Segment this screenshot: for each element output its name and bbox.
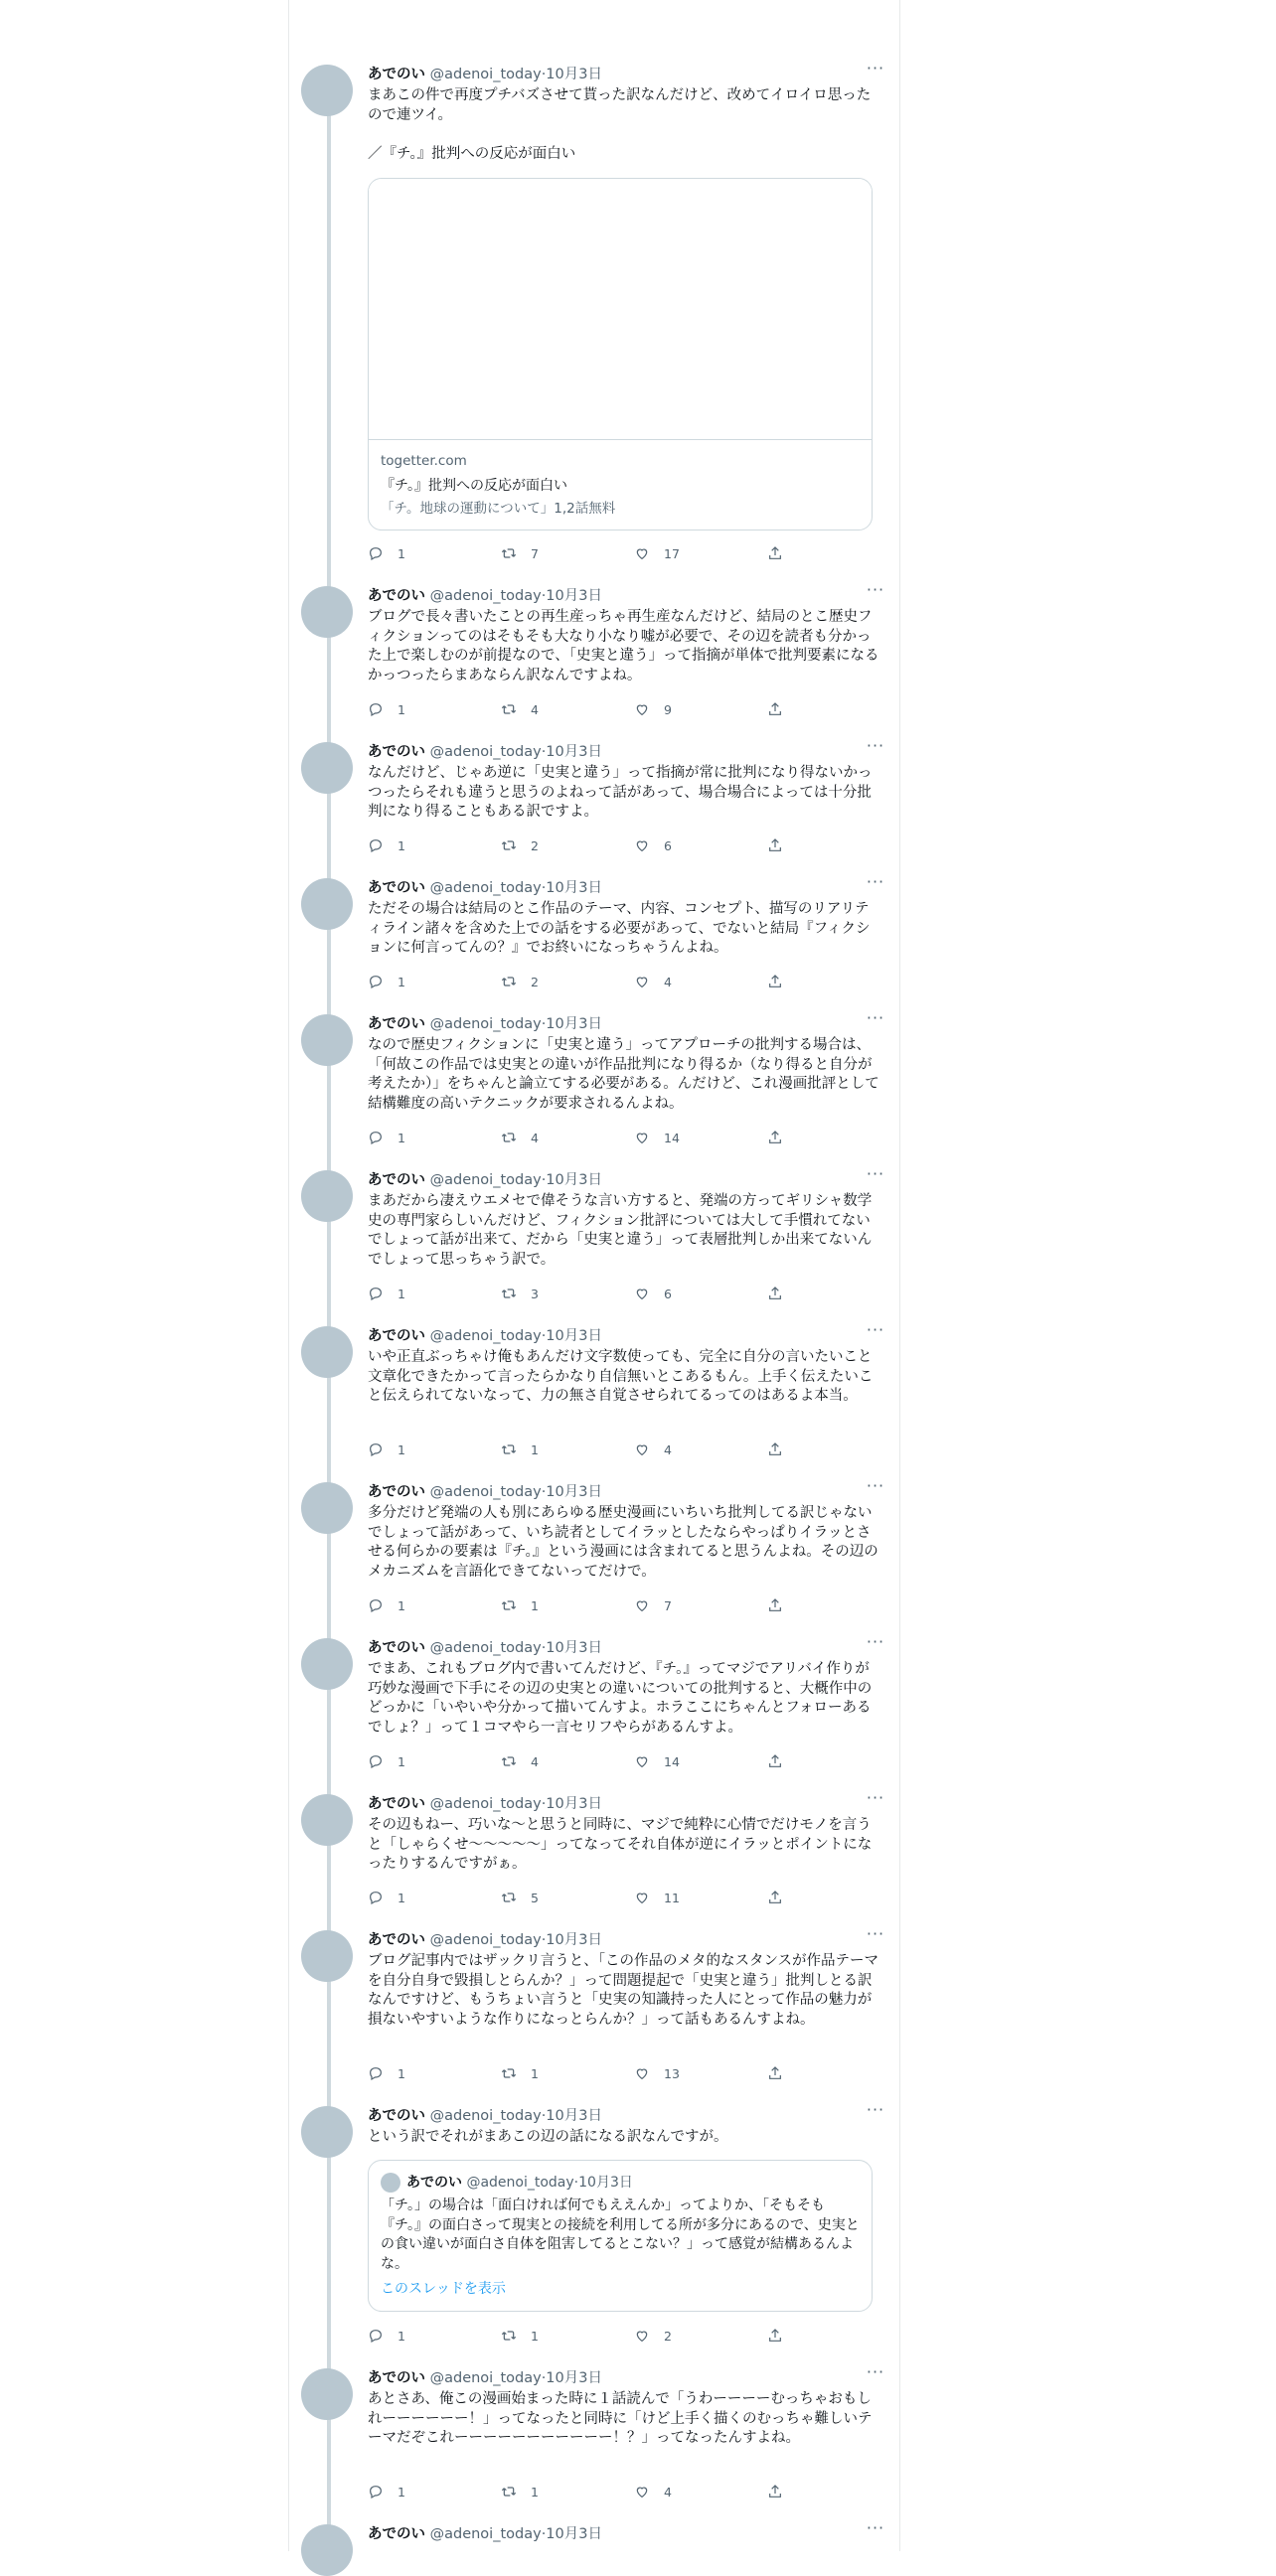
tweet-text: まあこの件で再度プチバズさせて貰った訳なんだけど、改めてイロイロ思ったので連ツイ。 ／『チ。』批判への反応が面白い: [368, 87, 872, 162]
quoted-tweet[interactable]: [368, 2160, 873, 2312]
tweet[interactable]: [301, 2518, 887, 2551]
tweet-text: ブログ記事内ではザックリ言うと、「この作品のメタ的なスタンスが作品テーマを自分自身で毀損しとらんか？」って問題提起で「史実と違う」批判しとる訳なんですけど、もうちょい言うと「史実の知識持った人にとって作品の魅力が損ないやすいような作りになっとらんか？」って話もあるんすよね。: [368, 1953, 879, 2028]
share-button[interactable]: [767, 2482, 797, 2501]
like-button[interactable]: [634, 543, 680, 563]
tweet-actions: [368, 1440, 795, 1459]
author-name[interactable]: あでのい: [368, 880, 425, 896]
author-name[interactable]: あでのい: [368, 588, 425, 604]
tweet-text: ただその場合は結局のとこ作品のテーマ、内容、コンセプト、描写のリアリティライン諸々を含めた上での話をする必要があって、でないと結局『フィクションに何言ってんの？』でお終いになっちゃうんよね。: [368, 901, 871, 956]
tweet-date[interactable]: 10月3日: [546, 1328, 602, 1344]
tweet-text: なので歴史フィクションに「史実と違う」ってアプローチの批判する場合は、「何故この作品では史実との違いが作品批判になり得るか（なり得ると自分が考えたか）」をちゃんと論立てする必要がある。んだけど、これ漫画批評として結構難度の高いテクニックが要求されるんよね。: [368, 1037, 879, 1112]
heart-icon: [634, 701, 650, 717]
tweet[interactable]: [301, 2100, 887, 2345]
retweet-icon: [501, 1597, 517, 1613]
retweet-icon: [501, 545, 517, 561]
share-icon: [767, 837, 783, 853]
tweet-header: あでのい @adenoi_today·10月3日: [368, 1796, 602, 1812]
reply-icon: [368, 1597, 384, 1613]
like-button[interactable]: [634, 972, 672, 991]
reply-button[interactable]: [368, 1888, 405, 1907]
quoted-author-handle: @adenoi_today: [466, 2175, 574, 2191]
tweet-actions: [368, 1888, 795, 1907]
reply-icon: [368, 545, 384, 561]
tweet-header: あでのい @adenoi_today·10月3日: [368, 1932, 602, 1948]
retweet-count: 4: [531, 701, 539, 717]
retweet-button[interactable]: [501, 699, 539, 719]
reply-icon: [368, 2328, 384, 2344]
quoted-author-name: あでのい: [406, 2175, 462, 2191]
reply-button[interactable]: [368, 1751, 405, 1771]
share-icon: [767, 2484, 783, 2500]
reply-button[interactable]: [368, 1440, 405, 1459]
like-button[interactable]: [634, 2063, 680, 2083]
share-button[interactable]: [767, 1595, 797, 1615]
avatar[interactable]: [301, 586, 353, 638]
retweet-icon: [501, 1753, 517, 1769]
tweet-date[interactable]: 10月3日: [546, 1484, 602, 1500]
retweet-count: 3: [531, 1286, 539, 1301]
reply-count: 1: [398, 1441, 405, 1457]
more-options-icon[interactable]: ···: [866, 1788, 885, 1807]
more-options-icon[interactable]: ···: [866, 59, 885, 77]
retweet-icon: [501, 2328, 517, 2344]
quoted-date: 10月3日: [578, 2175, 633, 2191]
tweet-date[interactable]: 10月3日: [546, 2526, 602, 2542]
retweet-count: 5: [531, 1890, 539, 1905]
author-name[interactable]: あでのい: [368, 1796, 425, 1812]
share-button[interactable]: [767, 2326, 797, 2346]
tweet-actions: [368, 1595, 795, 1615]
tweet-header: あでのい @adenoi_today·10月3日: [368, 1640, 602, 1656]
author-handle[interactable]: @adenoi_today: [429, 2526, 542, 2542]
reply-icon: [368, 2484, 384, 2500]
reply-count: 1: [398, 1286, 405, 1301]
tweet[interactable]: [301, 59, 887, 561]
more-options-icon[interactable]: ···: [866, 1476, 885, 1495]
tweet[interactable]: [301, 1476, 887, 1621]
show-thread-link[interactable]: このスレッドを表示: [381, 2281, 506, 2297]
author-name[interactable]: あでのい: [368, 1172, 425, 1188]
more-options-icon[interactable]: ···: [866, 1164, 885, 1183]
reply-count: 1: [398, 1890, 405, 1905]
avatar[interactable]: [301, 1638, 353, 1690]
like-count: 17: [664, 545, 680, 561]
reply-button[interactable]: [368, 1595, 405, 1615]
tweet-actions: [368, 972, 795, 991]
reply-button[interactable]: [368, 1128, 405, 1147]
reply-icon: [368, 1753, 384, 1769]
tweet-date[interactable]: 10月3日: [546, 67, 602, 82]
tweet-date[interactable]: 10月3日: [546, 1016, 602, 1032]
like-button[interactable]: [634, 2326, 672, 2346]
tweet-text: まあだから凄えウエメセで偉そうな言い方すると、発端の方ってギリシャ数学史の専門家らしいんだけど、フィクション批評については大して手慣れてないでしょって話が出来て、だから「史実と違う」って表層批判しか出来てないんでしょって思っちゃう訳で。: [368, 1193, 873, 1268]
author-handle[interactable]: @adenoi_today: [429, 1016, 542, 1032]
avatar[interactable]: [301, 1326, 353, 1378]
more-options-icon[interactable]: ···: [866, 2362, 885, 2381]
avatar[interactable]: [301, 1482, 353, 1534]
heart-icon: [634, 1890, 650, 1905]
share-button[interactable]: [767, 1440, 797, 1459]
share-icon: [767, 1130, 783, 1145]
author-handle[interactable]: @adenoi_today: [429, 1796, 542, 1812]
reply-button[interactable]: [368, 2482, 405, 2501]
like-count: 14: [664, 1753, 680, 1769]
author-name[interactable]: あでのい: [368, 1932, 425, 1948]
avatar[interactable]: [301, 1014, 353, 1066]
avatar[interactable]: [301, 1794, 353, 1846]
author-handle[interactable]: @adenoi_today: [429, 880, 542, 896]
share-icon: [767, 2328, 783, 2344]
tweet-header: あでのい @adenoi_today·10月3日: [368, 1328, 602, 1344]
reply-button[interactable]: [368, 2063, 405, 2083]
retweet-icon: [501, 1890, 517, 1905]
tweet-text: という訳でそれがまあこの辺の話になる訳なんですが。: [368, 2129, 728, 2145]
tweet-header: あでのい @adenoi_today·10月3日: [368, 2108, 602, 2124]
tweet[interactable]: [301, 1632, 887, 1777]
author-name[interactable]: あでのい: [368, 1640, 425, 1656]
quoted-header: あでのい @adenoi_today·10月3日: [406, 2175, 633, 2191]
like-count: 6: [664, 1286, 672, 1301]
tweet-header: あでのい @adenoi_today·10月3日: [368, 1172, 602, 1188]
tweet[interactable]: [301, 1924, 887, 2089]
more-options-icon[interactable]: ···: [866, 1632, 885, 1651]
retweet-count: 1: [531, 1597, 539, 1613]
like-button[interactable]: [634, 1440, 672, 1459]
retweet-icon: [501, 701, 517, 717]
retweet-button[interactable]: [501, 2326, 539, 2346]
like-button[interactable]: [634, 1751, 680, 1771]
retweet-button[interactable]: [501, 835, 539, 855]
share-button[interactable]: [767, 1888, 797, 1907]
tweet-date[interactable]: 10月3日: [546, 2370, 602, 2386]
share-icon: [767, 974, 783, 989]
retweet-count: 2: [531, 837, 539, 853]
tweet[interactable]: [301, 1788, 887, 1913]
like-button[interactable]: [634, 1595, 672, 1615]
retweet-count: 1: [531, 2484, 539, 2500]
reply-count: 1: [398, 545, 405, 561]
share-button[interactable]: [767, 699, 797, 719]
share-icon: [767, 1597, 783, 1613]
author-name[interactable]: あでのい: [368, 1484, 425, 1500]
more-options-icon[interactable]: ···: [866, 1008, 885, 1027]
heart-icon: [634, 1441, 650, 1457]
quoted-text: 「チ。」の場合は「面白ければ何でもええんか」ってよりか、「そもそも『チ。』の面白さって現実との接続を利用してる所が多分にあるので、史実との食い違いが面白さ自体を阻害してるとこない？」って感覚が結構あるんよな。: [381, 2197, 860, 2272]
share-button[interactable]: [767, 1284, 797, 1303]
like-count: 4: [664, 974, 672, 989]
share-icon: [767, 1753, 783, 1769]
heart-icon: [634, 2328, 650, 2344]
like-count: 14: [664, 1130, 680, 1145]
heart-icon: [634, 2484, 650, 2500]
retweet-button[interactable]: [501, 972, 539, 991]
reply-button[interactable]: [368, 699, 405, 719]
reply-icon: [368, 1890, 384, 1905]
heart-icon: [634, 1597, 650, 1613]
like-count: 13: [664, 2065, 680, 2081]
author-handle[interactable]: @adenoi_today: [429, 744, 542, 760]
retweet-button[interactable]: [501, 2482, 539, 2501]
author-handle[interactable]: @adenoi_today: [429, 1932, 542, 1948]
tweet-actions: [368, 1284, 795, 1303]
tweet-actions: [368, 1751, 795, 1771]
reply-button[interactable]: [368, 2326, 405, 2346]
retweet-icon: [501, 2065, 517, 2081]
tweet-header: あでのい @adenoi_today·10月3日: [368, 1016, 602, 1032]
heart-icon: [634, 1753, 650, 1769]
share-icon: [767, 701, 783, 717]
like-count: 6: [664, 837, 672, 853]
like-button[interactable]: [634, 835, 672, 855]
share-button[interactable]: [767, 835, 797, 855]
share-icon: [767, 1441, 783, 1457]
tweet-date[interactable]: 10月3日: [546, 588, 602, 604]
tweet-header: あでのい @adenoi_today·10月3日: [368, 880, 602, 896]
retweet-icon: [501, 1286, 517, 1301]
tweet-date[interactable]: 10月3日: [546, 1172, 602, 1188]
tweet[interactable]: [301, 736, 887, 861]
author-name[interactable]: あでのい: [368, 2108, 425, 2124]
quoted-avatar: [381, 2173, 400, 2193]
tweet-date[interactable]: 10月3日: [546, 2108, 602, 2124]
tweet-actions: [368, 2063, 795, 2083]
author-handle[interactable]: @adenoi_today: [429, 2370, 542, 2386]
link-card-description: 「チ。地球の運動について」1,2話無料: [381, 501, 616, 517]
reply-icon: [368, 974, 384, 989]
retweet-count: 7: [531, 545, 539, 561]
tweet-date[interactable]: 10月3日: [546, 1640, 602, 1656]
link-card-domain: togetter.com: [381, 453, 467, 469]
reply-icon: [368, 2065, 384, 2081]
share-button[interactable]: [767, 543, 797, 563]
author-name[interactable]: あでのい: [368, 1328, 425, 1344]
author-handle[interactable]: @adenoi_today: [429, 1640, 542, 1656]
like-count: 4: [664, 1441, 672, 1457]
author-handle[interactable]: @adenoi_today: [429, 1172, 542, 1188]
like-button[interactable]: [634, 699, 672, 719]
retweet-button[interactable]: [501, 1440, 539, 1459]
like-count: 7: [664, 1597, 672, 1613]
more-options-icon[interactable]: ···: [866, 1924, 885, 1943]
retweet-button[interactable]: [501, 1751, 539, 1771]
retweet-button[interactable]: [501, 2063, 539, 2083]
retweet-count: 4: [531, 1130, 539, 1145]
share-button[interactable]: [767, 1751, 797, 1771]
more-options-icon[interactable]: ···: [866, 872, 885, 891]
reply-icon: [368, 1286, 384, 1301]
tweet[interactable]: [301, 872, 887, 997]
tweet-header: あでのい @adenoi_today·10月3日: [368, 67, 602, 82]
retweet-count: 2: [531, 974, 539, 989]
heart-icon: [634, 2065, 650, 2081]
reply-count: 1: [398, 837, 405, 853]
avatar[interactable]: [301, 878, 353, 930]
tweet-actions: [368, 835, 795, 855]
avatar[interactable]: [301, 742, 353, 794]
heart-icon: [634, 1130, 650, 1145]
tweet-text: あとさあ、俺この漫画始まった時に１話読んで「うわーーーーむっちゃおもしれーーーーーー！」ってなったと同時に「けど上手く描くのむっちゃ難しいテーマだぞこれーーーーーーーーーーー！？」ってなったんすよね。: [368, 2391, 873, 2446]
avatar[interactable]: [301, 1170, 353, 1222]
avatar[interactable]: [301, 2368, 353, 2420]
author-name[interactable]: あでのい: [368, 1016, 425, 1032]
tweet-actions: [368, 699, 795, 719]
tweet-text: なんだけど、じゃあ逆に「史実と違う」って指摘が常に批判になり得ないかっつったらそれも違うと思うのよねって話があって、場合場合によっては十分批判になり得ることもある訳ですよ。: [368, 765, 873, 820]
more-options-icon[interactable]: ···: [866, 1320, 885, 1339]
share-button[interactable]: [767, 2063, 797, 2083]
heart-icon: [634, 837, 650, 853]
retweet-count: 1: [531, 2328, 539, 2344]
tweet-actions: [368, 543, 795, 563]
like-button[interactable]: [634, 2482, 672, 2501]
reply-count: 1: [398, 2065, 405, 2081]
tweet-actions: [368, 2482, 795, 2501]
author-name[interactable]: あでのい: [368, 744, 425, 760]
retweet-button[interactable]: [501, 543, 539, 563]
tweet[interactable]: [301, 1008, 887, 1153]
tweet-actions: [368, 2326, 795, 2346]
reply-button[interactable]: [368, 543, 405, 563]
reply-icon: [368, 1441, 384, 1457]
reply-button[interactable]: [368, 972, 405, 991]
tweet-actions: [368, 1128, 795, 1147]
retweet-button[interactable]: [501, 1284, 539, 1303]
reply-count: 1: [398, 701, 405, 717]
tweet[interactable]: [301, 1320, 887, 1465]
link-card[interactable]: [368, 178, 873, 530]
author-name[interactable]: あでのい: [368, 2370, 425, 2386]
share-button[interactable]: [767, 972, 797, 991]
reply-icon: [368, 837, 384, 853]
tweet-text: いや正直ぶっちゃけ俺もあんだけ文字数使っても、完全に自分の言いたいこと文章化できたかって言ったらかなり自信無いとこあるもん。上手く伝えたいこと伝えられてないなって、力の無さ自覚させられてるってのはあるよ本当。: [368, 1349, 874, 1404]
avatar[interactable]: [301, 1930, 353, 1982]
avatar[interactable]: [301, 2524, 353, 2576]
tweet-date[interactable]: 10月3日: [546, 880, 602, 896]
author-handle[interactable]: @adenoi_today: [429, 67, 542, 82]
share-icon: [767, 2065, 783, 2081]
like-count: 2: [664, 2328, 672, 2344]
heart-icon: [634, 974, 650, 989]
tweet-header: あでのい @adenoi_today·10月3日: [368, 588, 602, 604]
tweet[interactable]: [301, 1164, 887, 1309]
retweet-icon: [501, 2484, 517, 2500]
heart-icon: [634, 545, 650, 561]
tweet-text: でまあ、これもブログ内で書いてんだけど、『チ。』ってマジでアリバイ作りが巧妙な漫画で下手にその辺の史実との違いについての批判すると、大概作中のどっかに「いやいや分かって描いてんすよ。ホラここにちゃんとフォローあるでしょ？」って１コマやら一言セリフやらがあるんすよ。: [368, 1661, 873, 1736]
tweet-header: あでのい @adenoi_today·10月3日: [368, 744, 602, 760]
author-name[interactable]: あでのい: [368, 2526, 425, 2542]
retweet-count: 4: [531, 1753, 539, 1769]
link-card-image[interactable]: [369, 179, 872, 440]
share-icon: [767, 1890, 783, 1905]
retweet-count: 1: [531, 2065, 539, 2081]
more-options-icon[interactable]: ···: [866, 2100, 885, 2119]
tweet-header: あでのい @adenoi_today·10月3日: [368, 2370, 602, 2386]
share-button[interactable]: [767, 1128, 797, 1147]
tweet-date[interactable]: 10月3日: [546, 1796, 602, 1812]
reply-count: 1: [398, 1753, 405, 1769]
reply-count: 1: [398, 974, 405, 989]
retweet-icon: [501, 1441, 517, 1457]
author-handle[interactable]: @adenoi_today: [429, 1328, 542, 1344]
reply-icon: [368, 1130, 384, 1145]
reply-count: 1: [398, 2328, 405, 2344]
retweet-icon: [501, 974, 517, 989]
author-name[interactable]: あでのい: [368, 67, 425, 82]
reply-count: 1: [398, 1597, 405, 1613]
more-options-icon[interactable]: ···: [866, 736, 885, 755]
author-handle[interactable]: @adenoi_today: [429, 588, 542, 604]
retweet-icon: [501, 837, 517, 853]
avatar[interactable]: [301, 65, 353, 116]
tweet-date[interactable]: 10月3日: [546, 744, 602, 760]
like-count: 4: [664, 2484, 672, 2500]
avatar[interactable]: [301, 2106, 353, 2158]
more-options-icon[interactable]: ···: [866, 580, 885, 599]
tweet[interactable]: [301, 580, 887, 725]
retweet-button[interactable]: [501, 1888, 539, 1907]
author-handle[interactable]: @adenoi_today: [429, 1484, 542, 1500]
reply-icon: [368, 701, 384, 717]
retweet-icon: [501, 1130, 517, 1145]
retweet-button[interactable]: [501, 1128, 539, 1147]
like-button[interactable]: [634, 1888, 680, 1907]
tweet-text: 多分だけど発端の人も別にあらゆる歴史漫画にいちいち批判してる訳じゃないでしょって話があって、いち読者としてイラッとしたならやっぱりイラッとさせる何らかの要素は『チ。』という漫画には含まれてると思うんよね。その辺のメカニズムを言語化できてないってだけで。: [368, 1505, 878, 1580]
retweet-button[interactable]: [501, 1595, 539, 1615]
tweet-header: あでのい @adenoi_today·10月3日: [368, 2526, 602, 2542]
tweet-date[interactable]: 10月3日: [546, 1932, 602, 1948]
reply-count: 1: [398, 2484, 405, 2500]
reply-button[interactable]: [368, 835, 405, 855]
share-icon: [767, 545, 783, 561]
tweet[interactable]: [301, 2362, 887, 2507]
author-handle[interactable]: @adenoi_today: [429, 2108, 542, 2124]
reply-count: 1: [398, 1130, 405, 1145]
like-button[interactable]: [634, 1128, 680, 1147]
like-button[interactable]: [634, 1284, 672, 1303]
tweet-header: あでのい @adenoi_today·10月3日: [368, 1484, 602, 1500]
reply-button[interactable]: [368, 1284, 405, 1303]
more-options-icon[interactable]: ···: [866, 2518, 885, 2537]
link-card-title: 『チ。』批判への反応が面白い: [381, 478, 568, 494]
like-count: 11: [664, 1890, 680, 1905]
retweet-count: 1: [531, 1441, 539, 1457]
heart-icon: [634, 1286, 650, 1301]
tweet-text: ブログで長々書いたことの再生産っちゃ再生産なんだけど、結局のとこ歴史フィクションってのはそもそも大なり小なり嘘が必要で、その辺を読者も分かった上で楽しむのが前提なので、「史実と違う」って指摘が単体で批判要素になるかっつったらまあならん訳なんですよね。: [368, 609, 879, 683]
like-count: 9: [664, 701, 672, 717]
share-icon: [767, 1286, 783, 1301]
tweet-text: その辺もねー、巧いな〜と思うと同時に、マジで純粋に心情でだけモノを言うと「しゃらくせ〜〜〜〜〜」ってなってそれ自体が逆にイラッとポイントになったりするんですがぁ。: [368, 1817, 873, 1872]
